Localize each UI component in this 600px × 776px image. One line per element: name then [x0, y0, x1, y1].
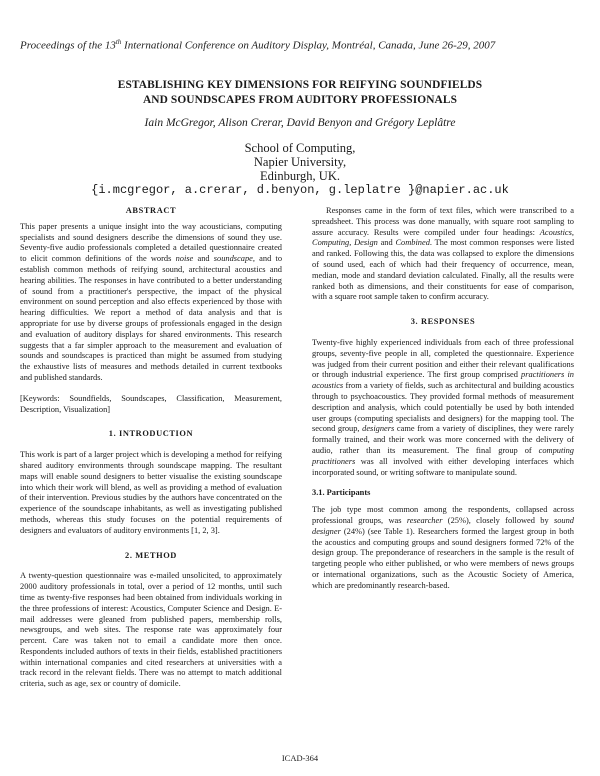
- abstract-text: This paper presents a unique insight into the way acousticians, computing specialists and sound designers describe the dimensions of sound they use. Seventy-five audio professionals completed a detailed questionnaire created to elicit common definitions of the words noise and soundscape, and to establish common methods of reifying sound, architectural acoustics and hearing abilities. The responses in have contributed to a better understanding of sound from a practitioner's perspective, the impact of the physical environment on sound perception and also effects experienced by those with hearing difficulties. We report a method of data analysis and that is appropriate for use by diverse groups of professionals engaged in the design and evaluation of auditory displays for shared environments. This research suggests that a far simpler approach to the measurement and evaluation of sounds and soundscapes is practiced than might be assumed from studying the exhaustive lists of measures and methods detailed in current textbooks and published standards.: [20, 221, 283, 382]
- participants-heading: 3.1. Participants: [312, 488, 371, 498]
- page-footer: ICAD-364: [281, 753, 319, 763]
- method-paragraph-1: A twenty-question questionnaire was e-mailed unsolicited, to approximately 2000 auditory professionals in total, over a period of 12 months, until such time as twenty-five responses had been obtained from individuals working in the three professions of interest: Acoustics, Computer Science and Design. E-mail addresses were gleaned from published papers, membership rolls, newsgroups, and web sites. The response rate was approximately four percent. Care was taken not to email a candidate more then once. Respondents included authors of texts in their fields, established practitioners within international companies and cited researchers at universities with a track record in the relevant fields. There was no attempt to match additional criteria, such as age, sex or country of domicile.: [20, 571, 282, 689]
- paper-title: [0, 78, 600, 108]
- participants-text: The job type most common among the respondents, collapsed across professional groups, was researcher (25%), closely followed by sound designer (24%) (see Table 1). Researchers formed the largest group in both the acoustics and computing groups and sound designers formed 72% of the design group. The preponderance of researchers in the sample is the result of targeting people who either published, or who were members of news groups or international organizations, such as the Acoustic Society of America, which are predominantly research-based.: [312, 505, 574, 590]
- method-paragraph-2: Responses came in the form of text files, which were transcribed to a spreadsheet. This process was done manually, with square root sampling to assure accuracy. Results were compiled under four headings: Acoustics, Computing, Design and Combined. The most common responses were listed and ranked. Following this, the data was collapsed to explore the dimensions of sound used, each of which had their frequency of occurrence, mean, median, mode and standard deviation calculated. Finally, all the results were ranked both as dimensions, and their constituents for ease of comparison, with a square root sample taken to confirm accuracy.: [312, 206, 575, 302]
- title-line-2: AND SOUNDSCAPES FROM AUDITORY PROFESSIONALS: [142, 94, 458, 106]
- affiliation-line-3: Edinburgh, UK.: [260, 169, 340, 183]
- method-heading: 2. METHOD: [125, 550, 177, 560]
- affiliation-line-1: School of Computing,: [244, 141, 356, 155]
- introduction-text: This work is part of a larger project which is developing a method for reifying shared auditory environments through soundscape mapping. The resultant maps will enable sound designers to better visualise the existing soundscape into which their work will blend, as well as providing a method of evaluation of their intervention. Previous studies by the authors have concentrated on the experience of the soundscape inhabitants, as well as investigating published methods, whereas this study focuses on the potential requirements of designers and evaluators of auditory environments [1, 2, 3].: [20, 450, 282, 535]
- author-list: Iain McGregor, Alison Crerar, David Benyon and Grégory Leplâtre: [144, 117, 456, 129]
- affiliation-line-2: Napier University,: [253, 155, 347, 169]
- responses-text: Twenty-five highly experienced individuals from each of three professional groups, seventy-five people in all, completed the questionnaire. Experience was judged from their current position and either their relevant qualifications or through industrial experience. The first group comprised practitioners in acoustics from a variety of fields, such as architectural and building acoustics through to psychoacoustics. They provided formal methods of measurement description and analysis, which could potentially be used by both intended user groups (computing specialists and designers) for the mapping tool. The second group, designers came from a variety of disciplines, they were rarely formally trained, and their work was more concerned with the delivery of audio, rather than its measurement. The final group of computing practitioners was all involved with either developing interfaces which incorporated sound, or writing software to manipulate sound.: [312, 337, 574, 477]
- introduction-heading: 1. INTRODUCTION: [108, 429, 194, 439]
- abstract-heading: ABSTRACT: [125, 206, 177, 215]
- responses-heading: 3. RESPONSES: [410, 317, 476, 327]
- left-column: [20, 206, 282, 690]
- right-column: [312, 206, 574, 592]
- author-emails: {i.mcgregor, a.crerar, d.benyon, g.leplatre }@napier.ac.uk: [91, 183, 509, 197]
- keywords: [Keywords: Soundfields, Soundscapes, Classification, Measurement, Description, Visualization]: [20, 393, 282, 414]
- title-line-1: ESTABLISHING KEY DIMENSIONS FOR REIFYING SOUNDFIELDS: [117, 79, 483, 91]
- running-header: Proceedings of the 13th International Conference on Auditory Display, Montréal, Canada, June 26-29, 2007: [20, 38, 496, 52]
- affiliation: [0, 141, 600, 197]
